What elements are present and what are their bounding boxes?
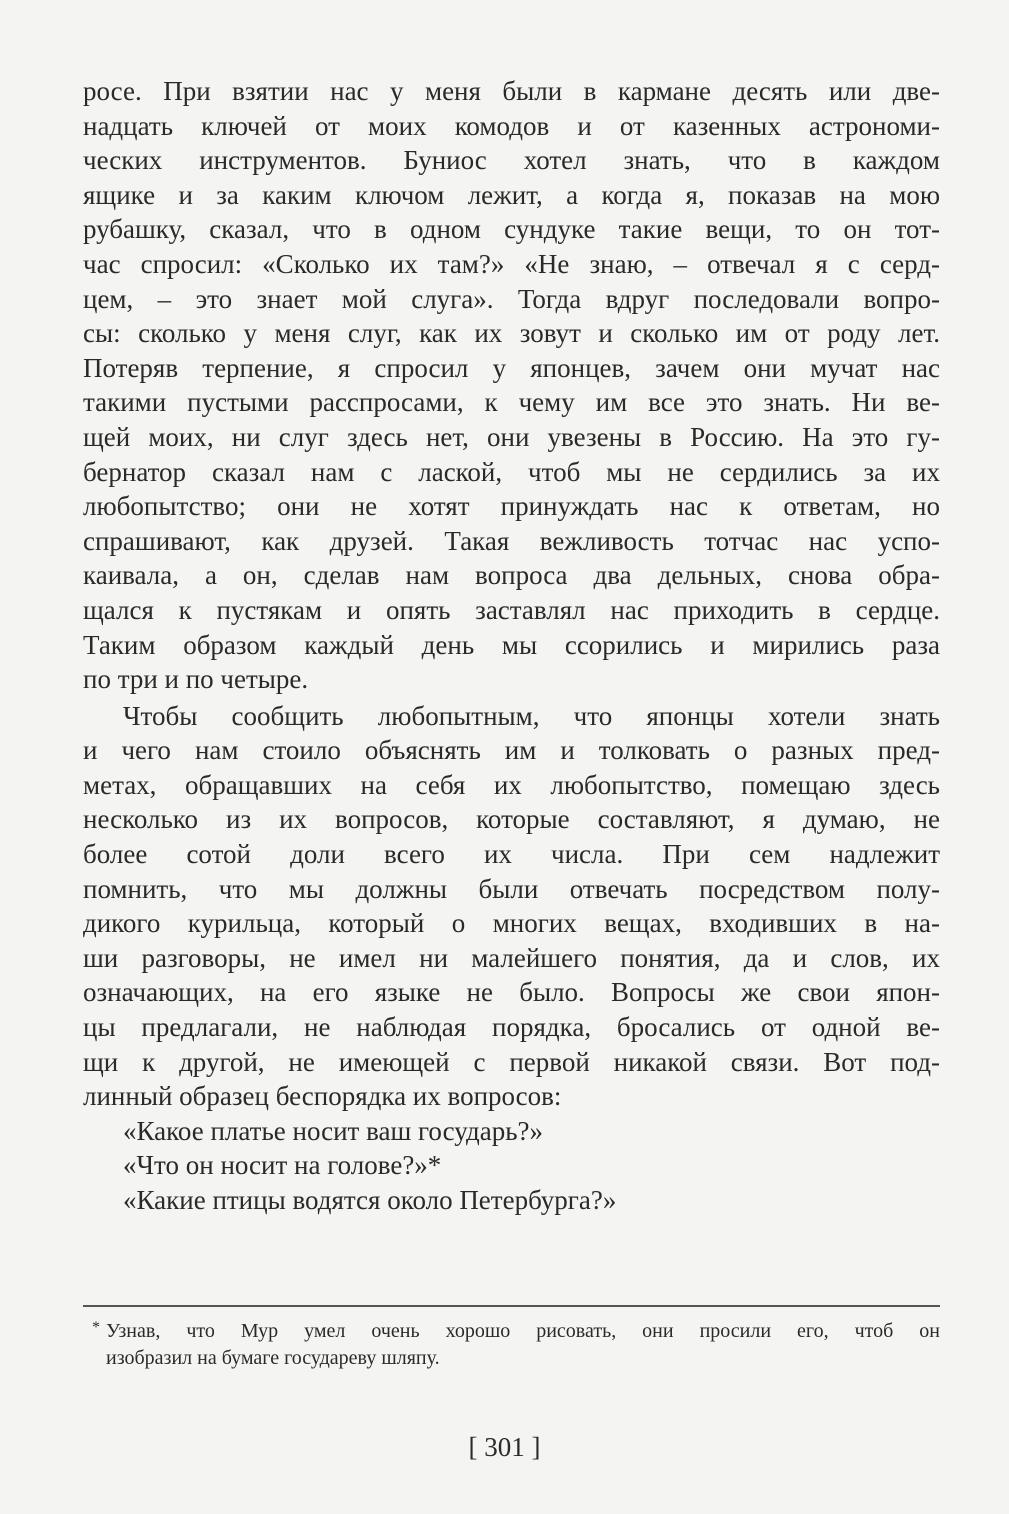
text-line: метах, обращавших на себя их любопытство, помещаю здесь — [83, 769, 940, 800]
text-line: Потеряв терпение, я спросил у японцев, зачем они мучат нас — [83, 352, 940, 383]
text-line: несколько из их вопросов, которые составляют, я думаю, не — [83, 804, 940, 835]
text-line: бернатор сказал нам с лаской, чтоб мы не сердились за их — [83, 456, 940, 487]
paragraph-1 — [83, 74, 940, 697]
text-line: ши разговоры, не имел ни малейшего понятия, да и слов, их — [83, 942, 940, 973]
text-line: любопытство; они не хотят принуждать нас к ответам, но — [83, 491, 940, 522]
text-line: час спросил: «Сколько их там?» «Не знаю, – отвечал я с серд- — [83, 248, 940, 279]
footnote-line: Узнав, что Мур умел очень хорошо рисовать, они просили его, чтоб он — [106, 1320, 940, 1342]
footnote-line: изобразил на бумаге государеву шляпу. — [106, 1347, 440, 1369]
text-line: росе. При взятии нас у меня были в кармане десять или две- — [83, 76, 940, 106]
text-line: «Какое платье носит ваш государь?» — [123, 1115, 544, 1146]
text-line: «Какие птицы водятся около Петербурга?» — [123, 1185, 617, 1215]
text-line: помнить, что мы должны были отвечать посредством полу- — [83, 873, 940, 904]
text-line: сы: сколько у меня слуг, как их зовут и сколько им от роду лет. — [83, 318, 940, 349]
footnote-mark: * — [92, 1319, 100, 1336]
text-line: «Что он носит на голове?»* — [123, 1150, 442, 1181]
text-line: более сотой доли всего их числа. При сем надлежит — [83, 839, 940, 870]
text-line: и чего нам стоило объяснять им и толковать о разных пред- — [83, 735, 940, 766]
page-number: [ 301 ] — [468, 1432, 541, 1462]
paragraph-2 — [83, 699, 940, 1114]
footnote — [92, 1318, 940, 1372]
body-text — [83, 74, 940, 1218]
text-line: цы предлагали, не наблюдая порядка, бросались от одной ве- — [83, 1012, 940, 1043]
text-line: ческих инструментов. Буниос хотел знать, что в каждом — [83, 145, 940, 176]
text-line: надцать ключей от моих комодов и от казенных астрономи- — [83, 110, 940, 141]
text-line: ящике и за каким ключом лежит, а когда я, показав на мою — [83, 179, 940, 210]
text-line: дикого курильца, который о многих вещах, входивших в на- — [83, 908, 940, 939]
text-line: Таким образом каждый день мы ссорились и мирились раза — [83, 629, 940, 660]
text-line: Чтобы сообщить любопытным, что японцы хотели знать — [123, 700, 940, 731]
text-line: щи к другой, не имеющей с первой никакой связи. Вот под- — [83, 1046, 940, 1077]
text-line: цем, – это знает мой слуга». Тогда вдруг последовали вопро- — [83, 283, 940, 314]
text-line: означающих, на его языке не было. Вопросы же свои япон- — [83, 977, 940, 1008]
text-line: щался к пустякам и опять заставлял нас приходить в сердце. — [83, 594, 940, 625]
text-line: рубашку, сказал, что в одном сундуке такие вещи, то он тот- — [83, 214, 940, 245]
text-line: такими пустыми расспросами, к чему им все это знать. Ни ве- — [83, 387, 940, 418]
text-line: по три и по четыре. — [83, 664, 309, 695]
text-line: щей моих, ни слуг здесь нет, они увезены в Россию. На это гу- — [83, 421, 940, 452]
text-line: каивала, а он, сделав нам вопроса два дельных, снова обра- — [83, 560, 940, 591]
quote-1 — [83, 1114, 940, 1149]
text-line: линный образец беспорядка их вопросов: — [83, 1081, 562, 1112]
footnote-divider — [83, 1305, 940, 1307]
quote-3 — [83, 1183, 940, 1218]
quote-2 — [83, 1148, 940, 1183]
text-line: спрашивают, как друзей. Такая вежливость тотчас нас успо- — [83, 525, 940, 556]
